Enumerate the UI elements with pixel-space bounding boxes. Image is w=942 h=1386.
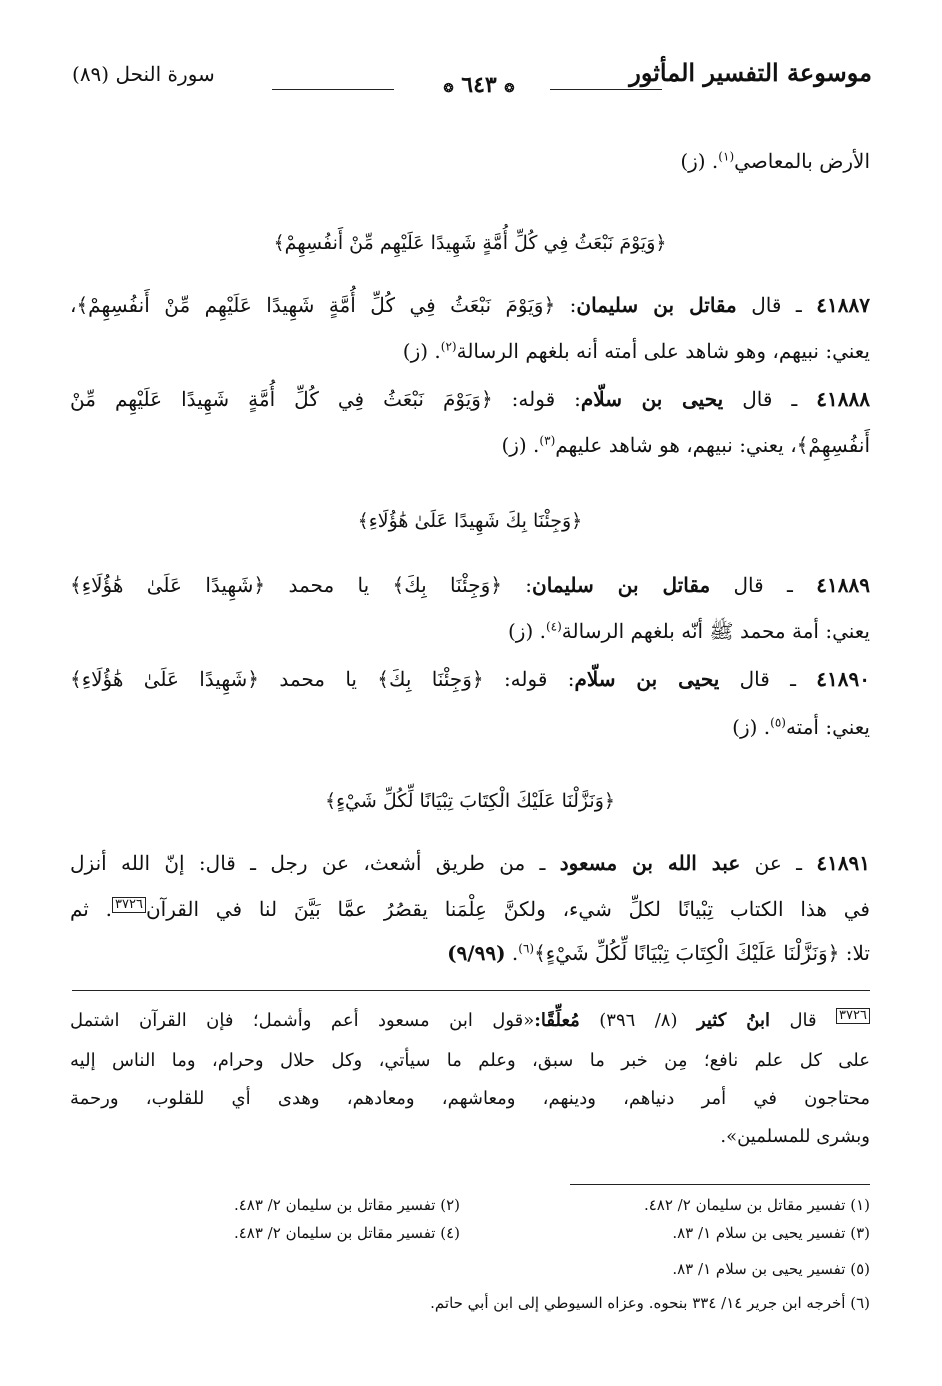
ornament-icon: ❂ bbox=[443, 81, 454, 95]
header-rule-left bbox=[272, 89, 394, 90]
footnote-ref[interactable]: (٢) bbox=[440, 339, 457, 354]
narrator-name: يحيى بن سلّام bbox=[580, 387, 724, 411]
text: يعني: نبيهم، وهو شاهد على أمته أنه بلغهم الرسالة bbox=[456, 339, 870, 363]
footnote-4: (٤) تفسير مقاتل بن سليمان ٢/ ٤٨٣. bbox=[233, 1224, 460, 1242]
text: : ﴿وَيَوْمَ نَبْعَثُ فِي كُلِّ أُمَّةٍ شَهِيدًا عَلَيْهِم مِّنْ أَنفُسِهِمْ﴾، bbox=[70, 293, 577, 317]
text: : قوله: ﴿وَجِئْنَا بِكَ﴾ يا محمد ﴿شَهِيدًا عَلَىٰ هَٰؤُلَاءِ﴾ bbox=[70, 667, 575, 691]
text: ـ قال bbox=[739, 667, 796, 691]
narrator-name: يحيى بن سلّام bbox=[574, 667, 720, 691]
page-header bbox=[72, 58, 872, 98]
page-number bbox=[414, 72, 544, 98]
citation: (٩/٩٩) bbox=[447, 941, 506, 965]
footnote-5: (٥) تفسير يحيى بن سلام ١/ ٨٣. bbox=[672, 1260, 870, 1278]
footnote-ref[interactable]: (٣) bbox=[539, 433, 556, 448]
text-line bbox=[70, 146, 870, 176]
narrator-name: عبد الله بن مسعود bbox=[559, 851, 741, 875]
text-line bbox=[70, 430, 870, 460]
hadith-4890 bbox=[70, 664, 870, 694]
footnote-1: (١) تفسير مقاتل بن سليمان ٢/ ٤٨٢. bbox=[643, 1196, 870, 1214]
text: . (ز) bbox=[680, 149, 719, 173]
footnote-6: (٦) أخرجه ابن جرير ١٤/ ٣٣٤ بنحوه. وعزاه السيوطي إلى ابن أبي حاتم. bbox=[430, 1294, 870, 1312]
text-line: وبشرى للمسلمين». bbox=[720, 1126, 870, 1147]
hadith-number: ٤١٨٩١ bbox=[816, 851, 871, 875]
verse-heading: ﴿وَيَوْمَ نَبْعَثُ فِي كُلِّ أُمَّةٍ شَهِيدًا عَلَيْهِم مِّنْ أَنفُسِهِمْ﴾ bbox=[273, 232, 667, 254]
hadith-4889 bbox=[70, 570, 870, 600]
page-number-text: ٦٤٣ bbox=[461, 72, 497, 98]
text: في هذا الكتاب تِبْيانًا لكلِّ شيء، ولكنَّ عِلْمَنا يقصُرُ عمَّا بَيَّنَ لنا في القرآن bbox=[145, 897, 870, 921]
scholar-name: ابنُ كثير bbox=[696, 1010, 770, 1031]
book-title: موسوعة التفسير المأثور bbox=[629, 58, 872, 87]
text: يعني: أمة محمد ﷺ أنّه بلغهم الرسالة bbox=[561, 619, 870, 643]
text: . (ز) bbox=[507, 619, 546, 643]
text-line: على كل علم نافع؛ مِن خبر ما سبق، وعلم ما سيأتي، وكل حلال وحرام، وما الناس إليه bbox=[70, 1050, 870, 1071]
commentary-note bbox=[70, 1006, 870, 1036]
text: مُعلِّقًا: bbox=[534, 1010, 580, 1031]
footnote-2: (٢) تفسير مقاتل بن سليمان ٢/ ٤٨٣. bbox=[233, 1196, 460, 1214]
hadith-number: ٤١٨٨٧ bbox=[816, 293, 870, 317]
header-rule-right bbox=[550, 89, 662, 90]
hadith-4888 bbox=[70, 384, 870, 414]
text-line bbox=[70, 336, 870, 366]
text-line bbox=[70, 712, 870, 742]
text: يعني: أمته bbox=[785, 715, 870, 739]
footnote-ref[interactable]: (٥) bbox=[770, 715, 786, 730]
text-line bbox=[70, 616, 870, 646]
text: : قوله: ﴿وَيَوْمَ نَبْعَثُ فِي كُلِّ أُمَّةٍ شَهِيدًا عَلَيْهِم مِّنْ bbox=[70, 387, 581, 411]
footnote-3: (٣) تفسير يحيى بن سلام ١/ ٨٣. bbox=[672, 1224, 870, 1242]
text: «قول ابن مسعود أعم وأشمل؛ فإن القرآن اشتمل bbox=[70, 1010, 535, 1031]
narrator-name: مقاتل بن سليمان bbox=[576, 293, 737, 317]
text: قال bbox=[789, 1010, 817, 1031]
commentary-ref-box: ٣٧٢٦ bbox=[836, 1008, 870, 1024]
text: . bbox=[511, 941, 519, 965]
text: تلا: ﴿وَنَزَّلْنَا عَلَيْكَ الْكِتَابَ تِبْيَانًا لِّكُلِّ شَيْءٍ﴾ bbox=[534, 941, 870, 965]
verse-heading: ﴿وَنَزَّلْنَا عَلَيْكَ الْكِتَابَ تِبْيَانًا لِّكُلِّ شَيْءٍ﴾ bbox=[324, 790, 616, 812]
text: : ﴿وَجِئْنَا بِكَ﴾ يا محمد ﴿شَهِيدًا عَلَىٰ هَٰؤُلَاءِ﴾ bbox=[70, 573, 533, 597]
hadith-4891 bbox=[70, 848, 870, 878]
ornament-icon: ❂ bbox=[504, 81, 515, 95]
surah-label: سورة النحل (٨٩) bbox=[72, 62, 215, 86]
hadith-number: ٤١٨٨٩ bbox=[816, 573, 870, 597]
narrator-name: مقاتل بن سليمان bbox=[532, 573, 711, 597]
footnote-ref[interactable]: (١) bbox=[718, 149, 735, 164]
divider bbox=[570, 1184, 870, 1185]
text: . ثم bbox=[70, 897, 113, 921]
text: . (ز) bbox=[402, 339, 441, 363]
footnote-ref[interactable]: (٦) bbox=[518, 941, 535, 956]
footnote-ref[interactable]: (٤) bbox=[545, 619, 562, 634]
text: الأرض بالمعاصي bbox=[734, 149, 870, 173]
text: ـ قال bbox=[742, 387, 798, 411]
hadith-number: ٤١٨٨٨ bbox=[816, 387, 870, 411]
text: . (ز) bbox=[501, 433, 540, 457]
text: ـ عن bbox=[754, 851, 802, 875]
verse-heading: ﴿وَجِئْنَا بِكَ شَهِيدًا عَلَىٰ هَٰؤُلَاءِ﴾ bbox=[357, 510, 583, 532]
text: ـ قال bbox=[751, 293, 802, 317]
text-line bbox=[70, 894, 870, 924]
text: ـ قال bbox=[733, 573, 793, 597]
hadith-number: ٤١٨٩٠ bbox=[816, 667, 871, 691]
text: (٨/ ٣٩٦) bbox=[599, 1010, 678, 1031]
divider bbox=[72, 990, 870, 991]
text-line bbox=[70, 938, 870, 968]
text: أَنفُسِهِمْ﴾، يعني: نبيهم، هو شاهد عليهم bbox=[555, 433, 870, 457]
text-line: محتاجون في أمر دنياهم، ودينهم، ومعاشهم، ومعادهم، وهدى أي للقلوب، ورحمة bbox=[70, 1088, 870, 1109]
text: . (ز) bbox=[732, 715, 771, 739]
hadith-4887 bbox=[70, 290, 870, 320]
text: ـ من طريق أشعث، عن رجل ـ قال: إنّ الله أنزل bbox=[70, 851, 546, 875]
commentary-ref-box[interactable]: ٣٧٢٦ bbox=[112, 897, 146, 913]
